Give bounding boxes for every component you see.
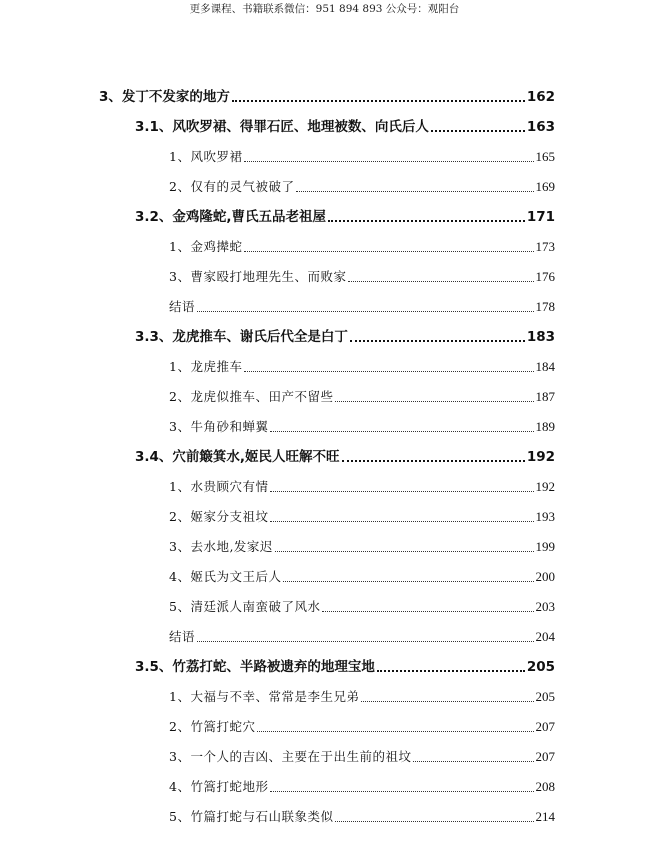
leader-dots	[270, 430, 533, 432]
page-header: 更多课程、书籍联系微信：951 894 893 公众号：观阳台	[189, 3, 460, 15]
leader-dots	[197, 640, 533, 642]
toc-section-page: 183	[526, 329, 555, 345]
toc-item-title: 3、牛角砂和蝉翼	[169, 419, 269, 434]
toc-section-page: 171	[526, 209, 555, 225]
toc-item-page: 184	[535, 359, 555, 374]
toc-item[interactable]	[169, 177, 555, 197]
toc-item-title: 1、水贵顾穴有情	[169, 479, 269, 494]
toc-item-title: 4、姬氏为文王后人	[169, 569, 282, 584]
toc-item-page: 178	[535, 299, 555, 314]
toc-item[interactable]	[169, 567, 555, 587]
toc-section-title: 3.5、竹荔打蛇、半路被遗弃的地理宝地	[135, 659, 375, 675]
leader-dots	[270, 790, 533, 792]
toc-item[interactable]	[169, 297, 555, 317]
toc-section-title: 3.2、金鸡隆蛇,曹氏五品老祖屋	[135, 209, 327, 225]
toc-item[interactable]	[169, 687, 555, 707]
toc-item-title: 2、姬家分支祖坟	[169, 509, 269, 524]
toc-section[interactable]	[135, 447, 555, 467]
toc-item-title: 5、竹篇打蛇与石山联象类似	[169, 809, 334, 824]
toc-item-title: 2、竹篙打蛇穴	[169, 719, 256, 734]
toc-item-page: 169	[535, 179, 555, 194]
toc-section-page: 192	[526, 449, 555, 465]
toc-item-title: 3、去水地,发家迟	[169, 539, 273, 554]
toc-item[interactable]	[169, 417, 555, 437]
toc-item[interactable]	[169, 237, 555, 257]
leader-dots	[232, 99, 525, 102]
toc-item-page: 205	[535, 689, 555, 704]
toc-section[interactable]	[135, 657, 555, 677]
toc-item[interactable]	[169, 507, 555, 527]
toc-item-title: 1、大福与不幸、常常是李生兄弟	[169, 689, 360, 704]
toc-item-page: 189	[535, 419, 555, 434]
leader-dots	[361, 700, 533, 702]
toc-item-title: 3、曹家殴打地理先生、而败家	[169, 269, 347, 284]
toc-section-title: 3.4、穴前簸箕水,姬民人旺解不旺	[135, 449, 340, 465]
toc-item[interactable]	[169, 387, 555, 407]
toc-item-title: 结语	[169, 629, 196, 644]
toc-item[interactable]	[169, 537, 555, 557]
toc-section-title: 3.3、龙虎推车、谢氏后代全是白丁	[135, 329, 348, 345]
toc-item[interactable]	[169, 747, 555, 767]
toc-section-page: 163	[526, 119, 555, 135]
leader-dots	[283, 580, 533, 582]
toc-item[interactable]	[169, 717, 555, 737]
leader-dots	[335, 400, 533, 402]
toc-section[interactable]	[135, 117, 555, 137]
toc-item-page: 176	[535, 269, 555, 284]
leader-dots	[270, 490, 533, 492]
toc-item[interactable]	[169, 627, 555, 647]
toc-item-title: 4、竹篙打蛇地形	[169, 779, 269, 794]
leader-dots	[296, 190, 533, 192]
toc-item-page: 192	[535, 479, 555, 494]
toc-item-page: 187	[535, 389, 555, 404]
toc-item[interactable]	[169, 597, 555, 617]
toc-item-title: 1、龙虎推车	[169, 359, 243, 374]
toc-item-title: 5、清廷派人南蛮破了风水	[169, 599, 321, 614]
leader-dots	[348, 280, 533, 282]
toc-chapter[interactable]	[99, 87, 555, 107]
toc-item-title: 2、仅有的灵气被破了	[169, 179, 295, 194]
toc-item[interactable]	[169, 357, 555, 377]
toc-item-page: 173	[535, 239, 555, 254]
leader-dots	[328, 219, 525, 222]
toc-item-page: 214	[535, 809, 555, 824]
toc-item-title: 1、风吹罗裙	[169, 149, 243, 164]
toc-item-page: 208	[535, 779, 555, 794]
toc-item[interactable]	[169, 777, 555, 797]
toc-section[interactable]	[135, 207, 555, 227]
leader-dots	[322, 610, 533, 612]
toc-item[interactable]	[169, 807, 555, 827]
leader-dots	[350, 339, 525, 342]
leader-dots	[431, 129, 525, 132]
leader-dots	[377, 669, 525, 672]
leader-dots	[244, 160, 533, 162]
toc-chapter-title: 3、发丁不发家的地方	[99, 89, 230, 105]
leader-dots	[197, 310, 533, 312]
toc-section[interactable]	[135, 327, 555, 347]
toc-item[interactable]	[169, 267, 555, 287]
toc-item-page: 200	[535, 569, 555, 584]
toc-chapter-page: 162	[526, 89, 555, 105]
toc-item[interactable]	[169, 147, 555, 167]
toc-item-page: 203	[535, 599, 555, 614]
leader-dots	[413, 760, 533, 762]
leader-dots	[257, 730, 533, 732]
toc-item-title: 2、龙虎似推车、田产不留些	[169, 389, 334, 404]
toc-item-page: 199	[535, 539, 555, 554]
leader-dots	[342, 459, 525, 462]
leader-dots	[270, 520, 533, 522]
toc-item-page: 204	[535, 629, 555, 644]
leader-dots	[244, 370, 533, 372]
leader-dots	[275, 550, 534, 552]
toc-item[interactable]	[169, 477, 555, 497]
leader-dots	[244, 250, 533, 252]
toc-item-page: 193	[535, 509, 555, 524]
toc-item-page: 207	[535, 719, 555, 734]
toc-item-page: 207	[535, 749, 555, 764]
toc-section-title: 3.1、风吹罗裙、得罪石匠、地理被数、向氏后人	[135, 119, 429, 135]
leader-dots	[335, 820, 533, 822]
toc-item-page: 165	[535, 149, 555, 164]
toc-section-page: 205	[526, 659, 555, 675]
toc-item-title: 3、一个人的吉凶、主要在于出生前的祖坟	[169, 749, 412, 764]
toc-item-title: 结语	[169, 299, 196, 314]
toc-item-title: 1、金鸡撵蛇	[169, 239, 243, 254]
